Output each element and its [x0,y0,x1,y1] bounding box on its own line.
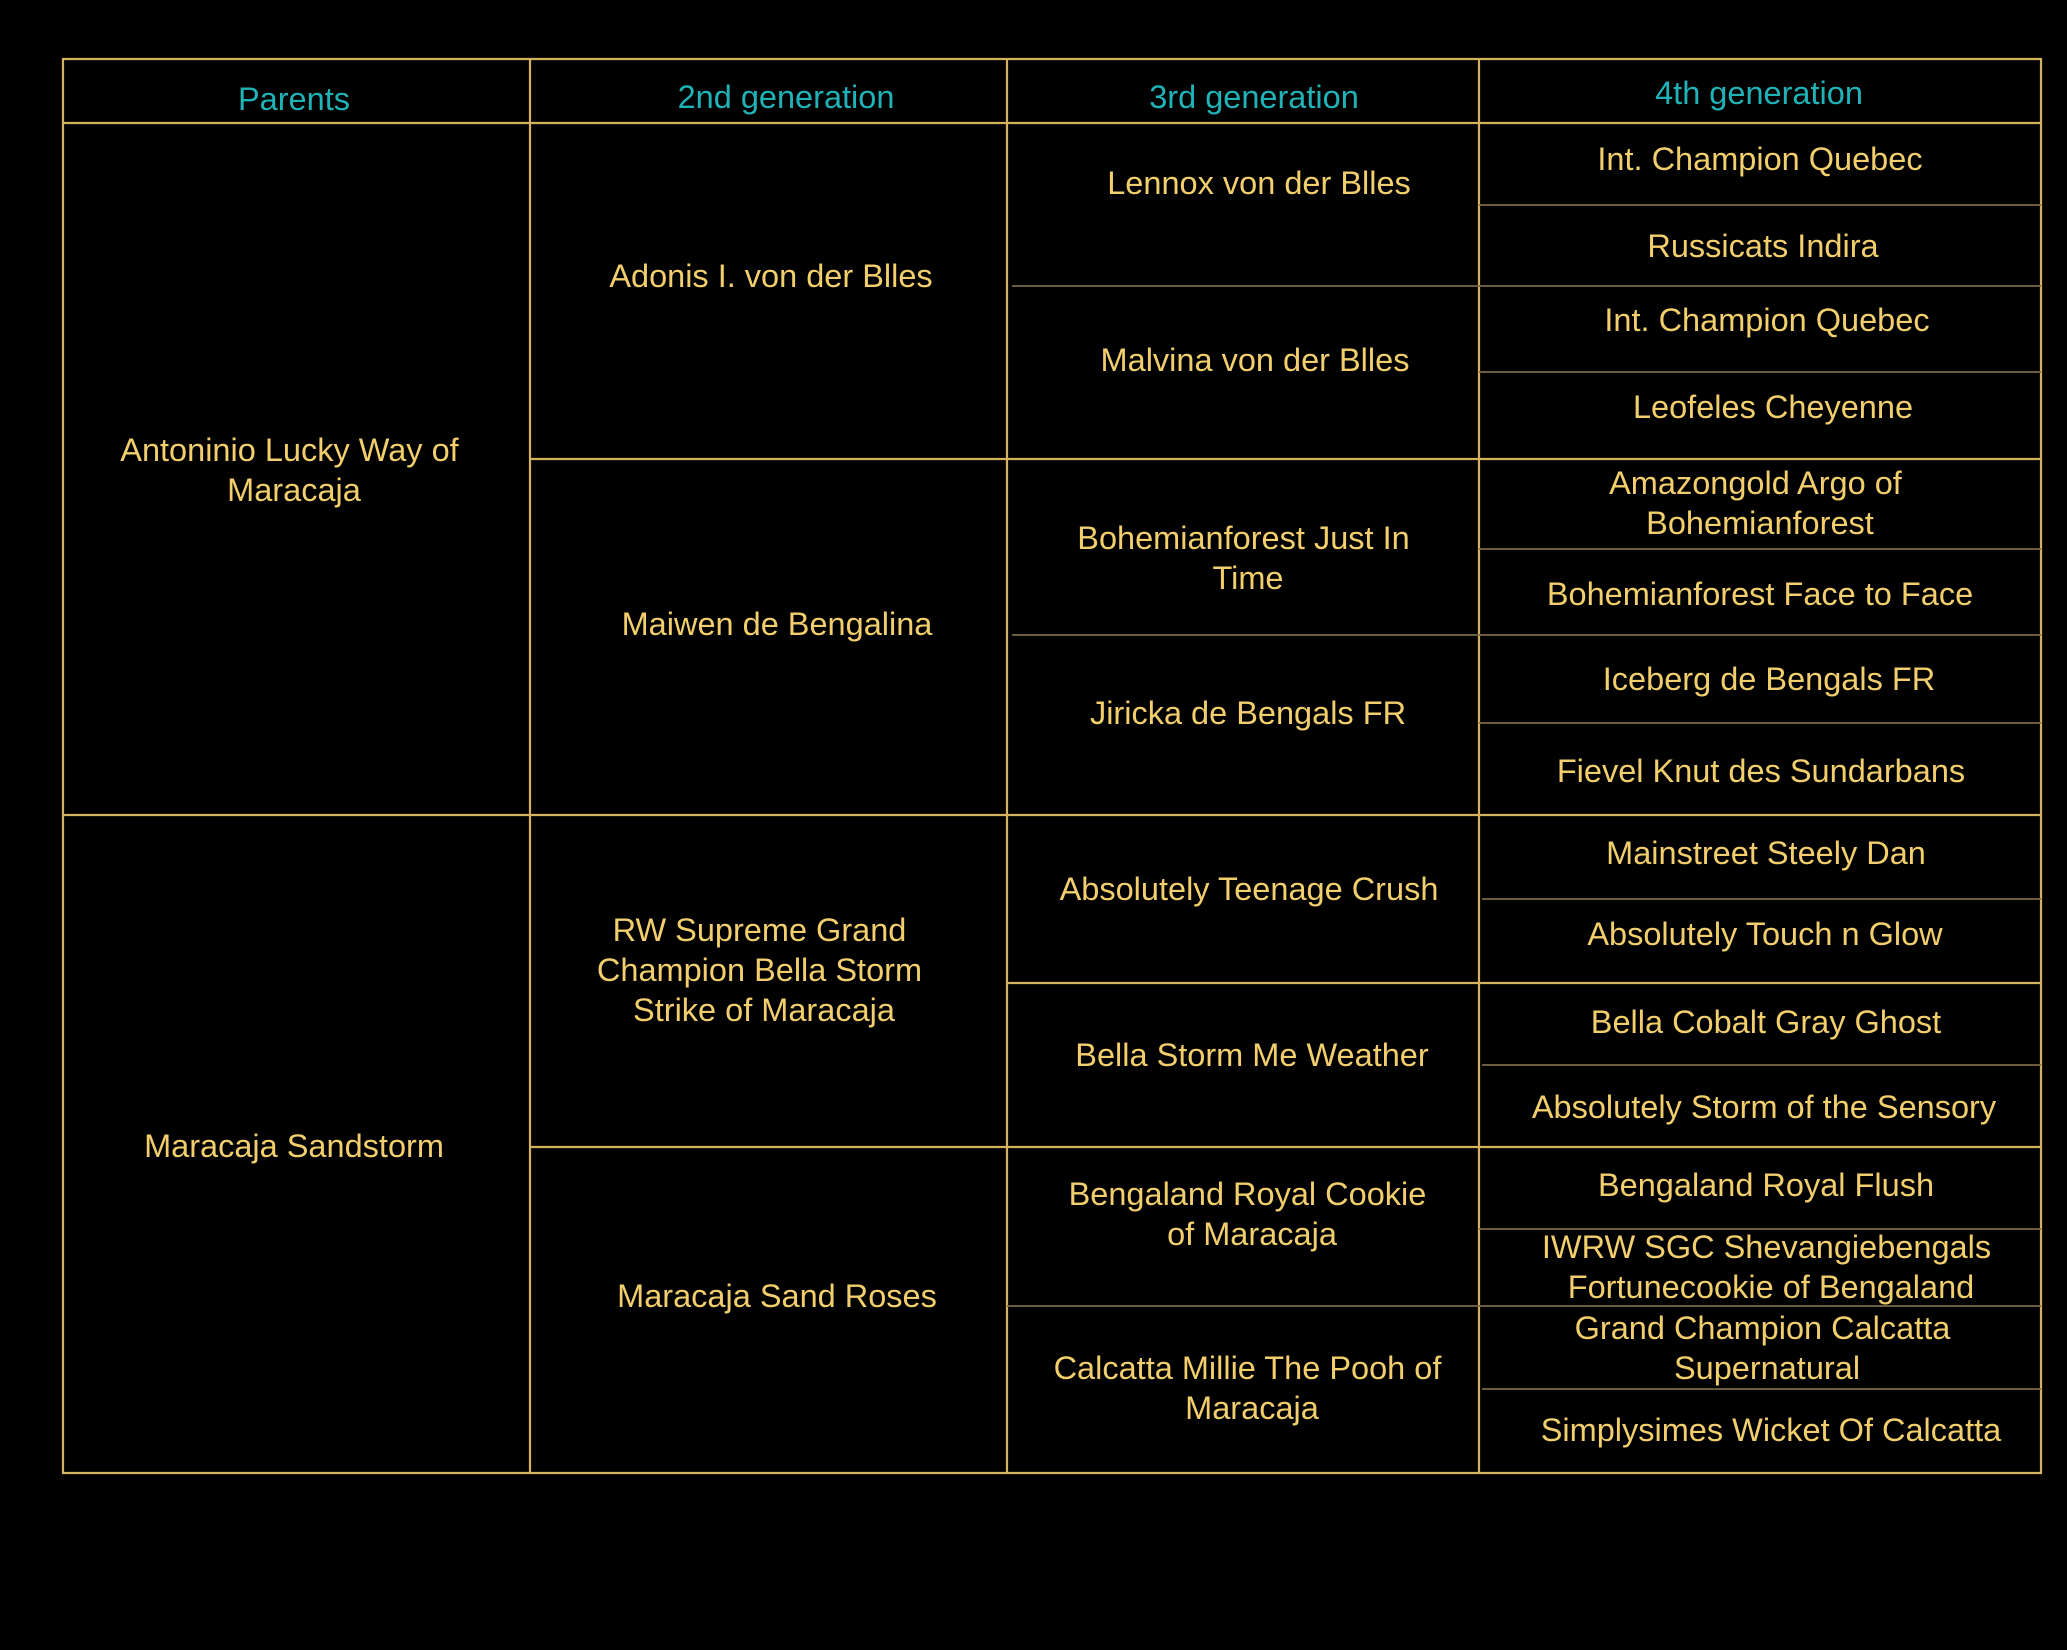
gen4-name: Fievel Knut des Sundarbans [1556,753,1966,789]
gen3-column [1054,165,1451,1426]
gen2-name: RW Supreme Grand Champion Bella Storm Strike of Maracaja [596,912,923,1028]
gen4-name: Absolutely Storm of the Sensory [1531,1089,1997,1125]
gen2-name: Maracaja Sand Roses [617,1278,937,1314]
gen3-name: Jiricka de Bengals FR [1089,695,1407,731]
gen4-name: Int. Champion Quebec [1604,302,1930,338]
gen4-column [1532,141,2002,1448]
header-2nd-generation: 2nd generation [677,79,895,115]
gen4-name: Mainstreet Steely Dan [1606,835,1926,871]
gen3-name: Bengaland Royal Cookie of Maracaja [1068,1176,1427,1252]
gen2-column [597,258,937,1314]
gen3-name: Calcatta Millie The Pooh of Maracaja [1053,1350,1442,1426]
gen4-name: Simplysimes Wicket Of Calcatta [1540,1412,2002,1448]
parent-name: Maracaja Sandstorm [144,1128,444,1164]
gen4-name: Bengaland Royal Flush [1597,1167,1935,1203]
gen3-name: Bohemianforest Just In Time [1077,520,1410,596]
header-3rd-generation: 3rd generation [1149,79,1359,115]
header-parents: Parents [237,81,351,117]
header-row [238,75,1863,117]
gen2-name: Maiwen de Bengalina [621,606,933,642]
header-4th-generation: 4th generation [1655,75,1863,111]
gen4-name: Bohemianforest Face to Face [1546,576,1974,612]
gen3-name: Lennox von der Blles [1107,165,1411,201]
gen3-name: Absolutely Teenage Crush [1059,871,1439,907]
gen4-name: Bella Cobalt Gray Ghost [1590,1004,1942,1040]
gen4-name: Iceberg de Bengals FR [1602,661,1936,697]
gen4-name: Russicats Indira [1647,228,1879,264]
gen4-name: Amazongold Argo of Bohemianforest [1609,465,1902,541]
gen3-name: Bella Storm Me Weather [1075,1037,1429,1073]
gen4-name: Leofeles Cheyenne [1632,389,1914,425]
parents-column [120,432,467,1164]
gen2-name: Adonis I. von der Blles [609,258,933,294]
gen4-name: Absolutely Touch n Glow [1587,916,1943,952]
gen4-name: Int. Champion Quebec [1597,141,1923,177]
parent-name: Antoninio Lucky Way of Maracaja [120,432,459,508]
gen4-name: Grand Champion Calcatta Supernatural [1574,1310,1951,1386]
gen4-name: IWRW SGC Shevangiebengals Fortunecookie of Bengaland [1541,1229,1992,1305]
gen3-name: Malvina von der Blles [1100,342,1410,378]
